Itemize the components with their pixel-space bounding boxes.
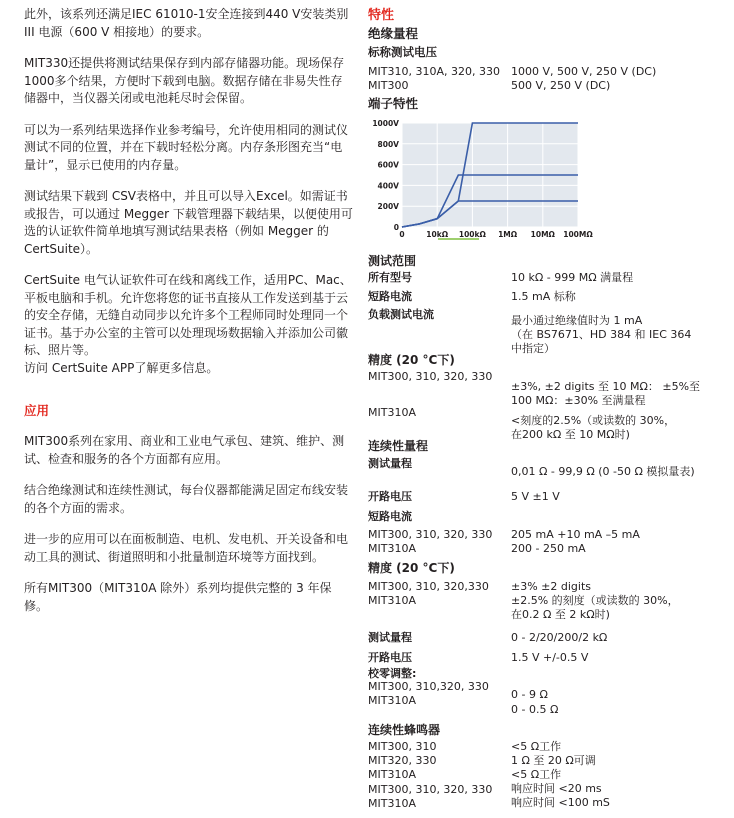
- load-current-label: 负载测试电流: [368, 308, 434, 321]
- bz-models-3: MIT310A: [368, 768, 416, 781]
- paragraph-csv-download: 测试结果下载到 CSV表格中，并且可以导入Excel。如需证书或报告，可以通过 Megger 下载管理器下载结果，以便使用可选的认证软件简单地填写测试结果表格（例如 Megger 的 CertSuite）。: [24, 189, 353, 256]
- nv-models-2: MIT300: [368, 79, 409, 92]
- accuracy-heading-2: 精度 (20 °C下): [368, 561, 455, 575]
- continuity-range-heading: 连续性量程: [368, 439, 429, 453]
- nv-models-1: MIT310, 310A, 320, 330: [368, 65, 500, 78]
- applications-heading: 应用: [24, 403, 50, 418]
- x-tick-labels: [399, 230, 593, 239]
- zero-adjust-label: 校零调整:: [368, 667, 417, 680]
- buzzer-heading: 连续性蜂鸣器: [368, 723, 441, 737]
- acc2-value-1: ±3% ±2 digits: [511, 580, 591, 593]
- accuracy-heading-1: 精度 (20 °C下): [368, 353, 455, 367]
- open-voltage-2-value: 1.5 V +/-0.5 V: [511, 651, 589, 664]
- sc2-models-1: MIT300, 310, 320, 330: [368, 528, 493, 541]
- x-tick-label: 100MΩ: [563, 230, 593, 239]
- sc2-value-2: 200 - 250 mA: [511, 542, 586, 555]
- nv-value-2: 500 V, 250 V (DC): [511, 79, 611, 92]
- y-tick-label: 400V: [377, 181, 399, 191]
- bz-value-2: 1 Ω 至 20 Ω可调: [511, 754, 596, 767]
- sc2-value-1: 205 mA +10 mA –5 mA: [511, 528, 640, 541]
- bz-models-2: MIT320, 330: [368, 754, 437, 767]
- paragraph-certsuite: CertSuite 电气认证软件可在线和离线工作，适用PC、Mac、平板电脑和手机。允许您将您的证书直接从工作发送到基于云的安全存储，无缝自动同步以允许多个工程师同时处理同一个证书。基于办公室的主管可以处理现场数据输入并添加公司徽标、照片等。: [24, 273, 352, 357]
- open-voltage-2-label: 开路电压: [368, 651, 412, 664]
- all-models-value: 10 kΩ - 999 MΩ 满量程: [511, 271, 634, 284]
- x-tick-label: 10kΩ: [426, 230, 449, 239]
- x-tick-label: 100kΩ: [458, 230, 486, 239]
- acc1-value-4: 在200 kΩ 至 10 MΩ时): [511, 428, 630, 441]
- acc1-value-1: ±3%, ±2 digits 至 10 MΩ： ±5%至: [511, 380, 701, 393]
- x-tick-label: 1MΩ: [498, 230, 518, 239]
- acc2-value-3: 在0.2 Ω 至 2 kΩ时): [511, 608, 610, 621]
- short-current-value: 1.5 mA 标称: [511, 290, 576, 303]
- nominal-voltage-label: 标称测试电压: [368, 45, 437, 59]
- y-tick-label: 200V: [377, 202, 399, 212]
- measure-range-2-label: 测试量程: [368, 631, 412, 644]
- y-tick-label: 1000V: [372, 119, 399, 128]
- acc2-value-2: ±2.5% 的刻度（或读数的 30%，: [511, 594, 679, 607]
- terminal-char-heading: 端子特性: [368, 96, 419, 111]
- x-tick-label: 10MΩ: [530, 230, 555, 239]
- test-range-heading: 测试范围: [368, 254, 417, 268]
- bz-models-1: MIT300, 310: [368, 740, 437, 753]
- paragraph-job-reference: 可以为一系列结果选择作业参考编号，允许使用相同的测试仪测试不同的位置，并在下载时轻松分离。内存条形图充当“电量计”，显示已使用的内存量。: [24, 122, 349, 172]
- bz-value-3: <5 Ω工作: [511, 768, 562, 781]
- acc1-models-2: MIT310A: [368, 406, 416, 419]
- y-tick-labels: [372, 119, 399, 232]
- acc2-models-1: MIT300, 310, 320,330: [368, 580, 489, 593]
- paragraph-app-2: 结合绝缘测试和连续性测试，每台仪器都能满足固定布线安装的各个方面的需求。: [24, 483, 349, 515]
- all-models-label: 所有型号: [368, 271, 412, 284]
- y-tick-label: 600V: [377, 160, 399, 170]
- za-models-1: MIT300, 310,320, 330: [368, 680, 489, 693]
- load-current-value-3: 中指定）: [511, 342, 555, 355]
- bz-value-4: 响应时间 <20 ms: [511, 782, 602, 795]
- acc2-models-2: MIT310A: [368, 594, 416, 607]
- acc1-value-2: 100 MΩ：±30% 至满量程: [511, 394, 646, 407]
- open-voltage-value: 5 V ±1 V: [511, 490, 560, 503]
- x-tick-label: 0: [399, 230, 405, 239]
- acc1-value-3: <刻度的2.5%（或读数的 30%，: [511, 414, 676, 427]
- paragraph-app-3: 进一步的应用可以在面板制造、电机、发电机、开关设备和电动工具的测试、街道照明和小批量制造环境等方面找到。: [24, 532, 349, 564]
- bz-models-4: MIT300, 310, 320, 330: [368, 783, 493, 796]
- y-tick-label: 0: [393, 223, 399, 232]
- insulation-range-heading: 绝缘量程: [368, 26, 419, 41]
- measure-range-2-value: 0 - 2/20/200/2 kΩ: [511, 631, 608, 644]
- y-tick-label: 800V: [377, 139, 399, 149]
- open-voltage-label: 开路电压: [368, 490, 412, 503]
- paragraph-app-1: MIT300系列在家用、商业和工业电气承包、建筑、维护、测试、检查和服务的各个方面都有应用。: [24, 434, 345, 466]
- features-heading: 特性: [368, 8, 395, 23]
- short-current-2-label: 短路电流: [368, 510, 412, 523]
- nv-value-1: 1000 V, 500 V, 250 V (DC): [511, 65, 657, 78]
- left-column: [24, 6, 354, 629]
- paragraph-warranty: 所有MIT300（MIT310A 除外）系列均提供完整的 3 年保修。: [24, 581, 332, 613]
- za-value-2: 0 - 0.5 Ω: [511, 703, 559, 716]
- paragraph-certsuite-link: 访问 CertSuite APP了解更多信息。: [24, 360, 219, 375]
- bz-value-5: 响应时间 <100 mS: [511, 796, 610, 809]
- load-current-value-1: 最小通过绝缘值时为 1 mA: [511, 314, 643, 327]
- za-value-1: 0 - 9 Ω: [511, 688, 548, 701]
- measure-range-value: 0,01 Ω - 99,9 Ω (0 -50 Ω 模拟量表): [511, 465, 695, 478]
- measure-range-label: 测试量程: [368, 457, 412, 470]
- paragraph-safety: 此外，该系列还满足IEC 61010-1安全连接到440 V安装类别 III 电源（600 V 相接地）的要求。: [24, 7, 349, 39]
- bz-value-1: <5 Ω工作: [511, 740, 562, 753]
- bz-models-5: MIT310A: [368, 797, 416, 810]
- terminal-characteristic-chart: [368, 118, 593, 246]
- load-current-value-2: （在 BS7671、HD 384 和 IEC 364: [511, 328, 692, 341]
- acc1-models-1: MIT300, 310, 320, 330: [368, 370, 493, 383]
- sc2-models-2: MIT310A: [368, 542, 416, 555]
- short-current-label: 短路电流: [368, 290, 412, 303]
- paragraph-memory: MIT330还提供将测试结果保存到内部存储器功能。现场保存1000多个结果，方便时下载到电脑。数据存储在非易失性存储器中，当仪器关闭或电池耗尽时会保留。: [24, 56, 345, 105]
- za-models-2: MIT310A: [368, 694, 416, 707]
